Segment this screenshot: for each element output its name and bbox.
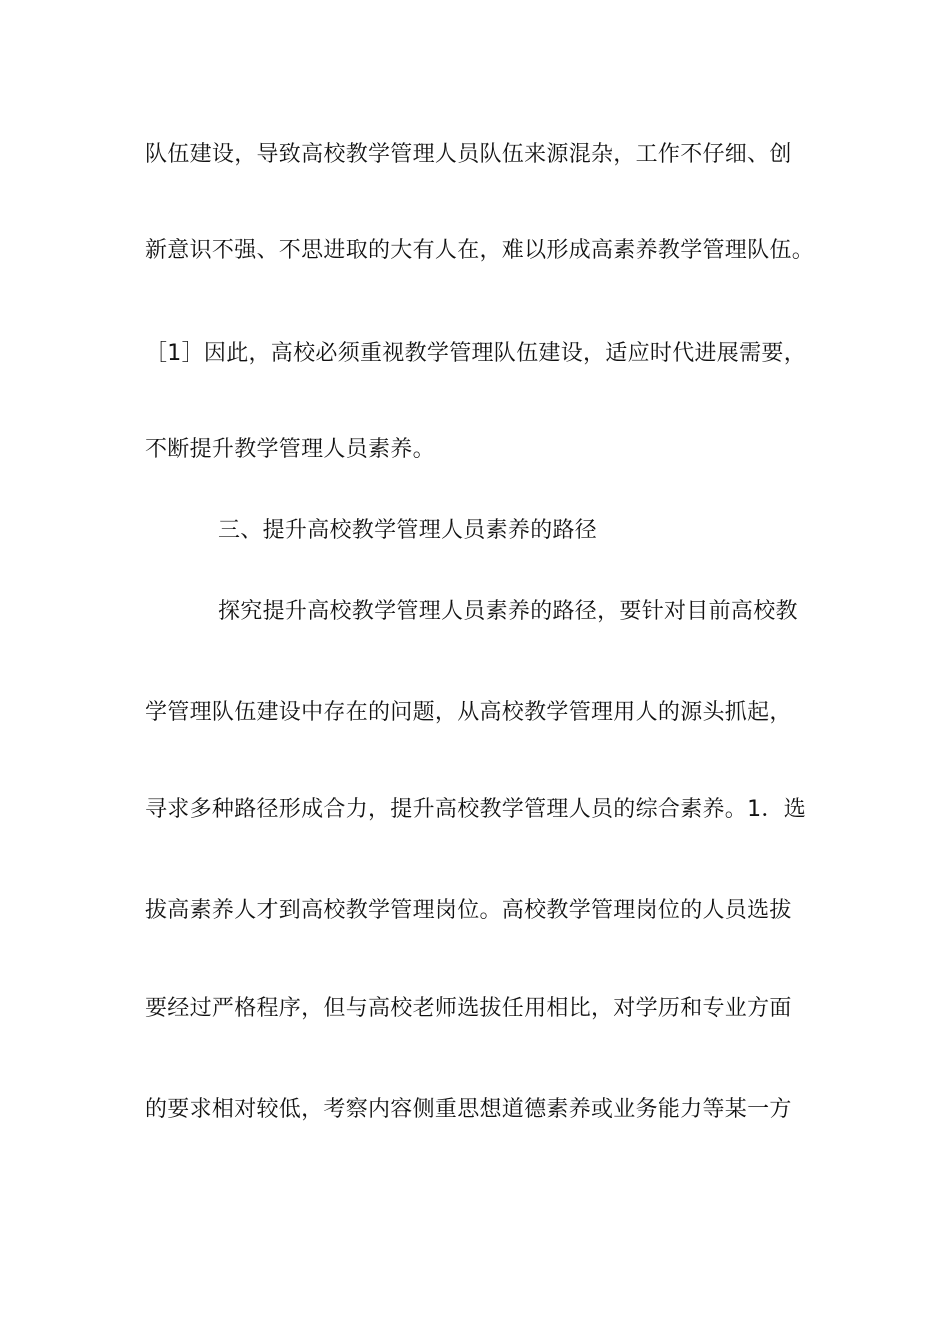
section-heading: 三、提升高校教学管理人员素养的路径 <box>218 518 598 543</box>
paragraph-line-2: 新意识不强、不思进取的大有人在，难以形成高素养教学管理队伍。 <box>145 238 815 263</box>
paragraph-line-5: 探究提升高校教学管理人员素养的路径，要针对目前高校教 <box>218 599 798 624</box>
paragraph-line-9: 要经过严格程序，但与高校老师选拔任用相比，对学历和专业方面 <box>145 996 792 1021</box>
paragraph-line-1: 队伍建设，导致高校教学管理人员队伍来源混杂，工作不仔细、创 <box>145 142 792 167</box>
paragraph-line-8: 拔高素养人才到高校教学管理岗位。高校教学管理岗位的人员选拔 <box>145 898 792 923</box>
paragraph-line-3: ［1］因此，高校必须重视教学管理队伍建设，适应时代进展需要， <box>145 341 806 366</box>
paragraph-line-4: 不断提升教学管理人员素养。 <box>145 437 435 462</box>
paragraph-line-6: 学管理队伍建设中存在的问题，从高校教学管理用人的源头抓起， <box>145 700 792 725</box>
paragraph-line-7: 寻求多种路径形成合力，提升高校教学管理人员的综合素养。1．选 <box>145 797 806 822</box>
paragraph-line-10: 的要求相对较低，考察内容侧重思想道德素养或业务能力等某一方 <box>145 1097 792 1122</box>
